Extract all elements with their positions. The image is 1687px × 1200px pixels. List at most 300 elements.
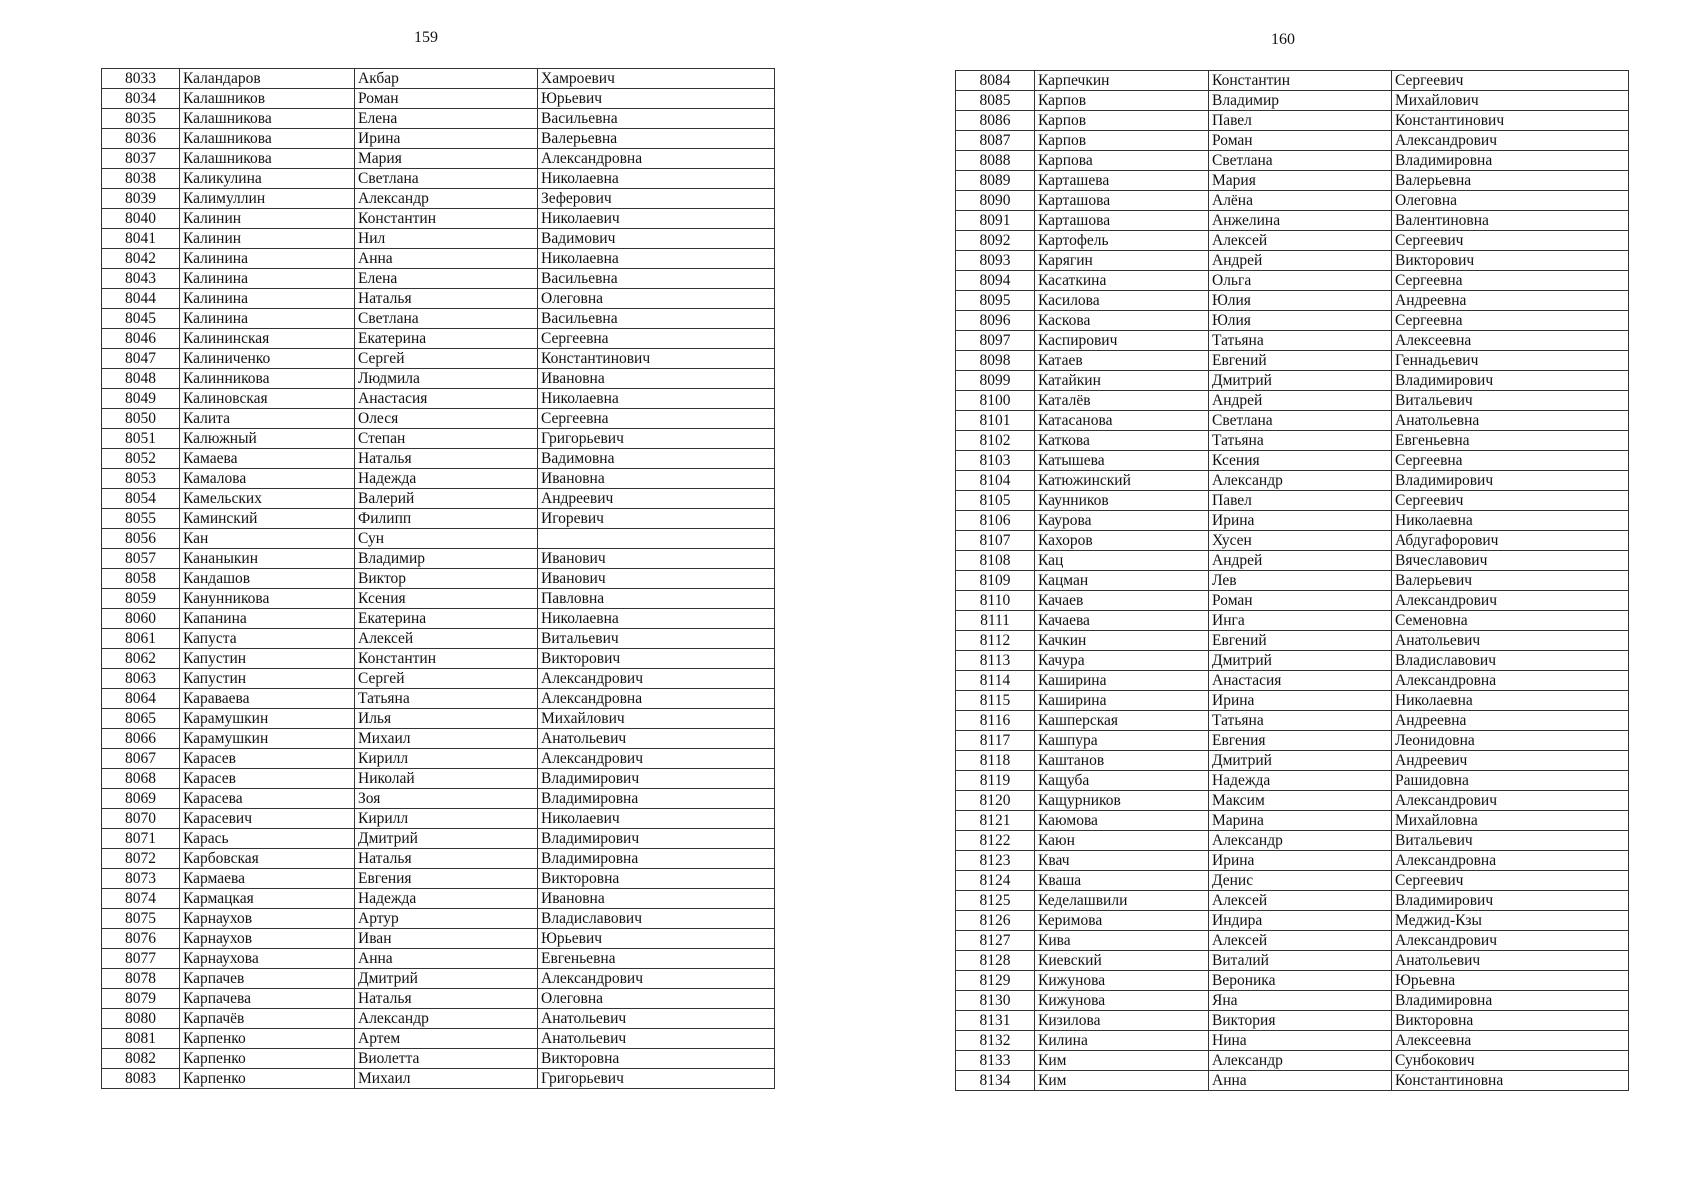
last-name-cell: Камаева [180, 449, 355, 469]
patronymic-cell: Анатольевна [1392, 411, 1629, 431]
patronymic-cell: Сергеевич [1392, 71, 1629, 91]
record-number-cell: 8112 [956, 631, 1035, 651]
table-row [102, 769, 775, 789]
patronymic-cell: Валерьевна [1392, 171, 1629, 191]
record-number-cell: 8079 [102, 989, 180, 1009]
last-name-cell: Кармаева [180, 869, 355, 889]
table-row [956, 251, 1629, 271]
record-number-cell: 8097 [956, 331, 1035, 351]
first-name-cell: Андрей [1209, 551, 1392, 571]
last-name-cell: Каюмова [1035, 811, 1209, 831]
first-name-cell: Роман [1209, 591, 1392, 611]
patronymic-cell: Александрович [1392, 931, 1629, 951]
last-name-cell: Кахоров [1035, 531, 1209, 551]
table-row [102, 169, 775, 189]
last-name-cell: Карпачёв [180, 1009, 355, 1029]
last-name-cell: Карпечкин [1035, 71, 1209, 91]
last-name-cell: Капустин [180, 669, 355, 689]
table-row [102, 869, 775, 889]
record-number-cell: 8062 [102, 649, 180, 669]
patronymic-cell: Ивановна [538, 369, 775, 389]
first-name-cell: Надежда [355, 469, 538, 489]
patronymic-cell: Владимировна [538, 789, 775, 809]
first-name-cell: Наталья [355, 289, 538, 309]
record-number-cell: 8040 [102, 209, 180, 229]
first-name-cell: Сун [355, 529, 538, 549]
patronymic-cell: Александрович [538, 969, 775, 989]
patronymic-cell: Павловна [538, 589, 775, 609]
last-name-cell: Карасевич [180, 809, 355, 829]
last-name-cell: Кац [1035, 551, 1209, 571]
table-row [956, 371, 1629, 391]
patronymic-cell: Андреевна [1392, 291, 1629, 311]
last-name-cell: Карнаухов [180, 929, 355, 949]
first-name-cell: Нил [355, 229, 538, 249]
first-name-cell: Александр [1209, 1051, 1392, 1071]
record-number-cell: 8116 [956, 711, 1035, 731]
patronymic-cell: Андреевна [1392, 711, 1629, 731]
first-name-cell: Светлана [355, 169, 538, 189]
patronymic-cell: Михайлович [538, 709, 775, 729]
last-name-cell: Кан [180, 529, 355, 549]
patronymic-cell: Сергеевич [1392, 491, 1629, 511]
first-name-cell: Михаил [355, 1069, 538, 1089]
first-name-cell: Роман [1209, 131, 1392, 151]
patronymic-cell: Валентиновна [1392, 211, 1629, 231]
table-row [102, 269, 775, 289]
table-row [102, 229, 775, 249]
record-number-cell: 8119 [956, 771, 1035, 791]
table-row [102, 809, 775, 829]
last-name-cell: Килина [1035, 1031, 1209, 1051]
patronymic-cell: Олеговна [1392, 191, 1629, 211]
record-number-cell: 8110 [956, 591, 1035, 611]
table-row [102, 589, 775, 609]
table-row [956, 71, 1629, 91]
first-name-cell: Александр [1209, 831, 1392, 851]
record-number-cell: 8057 [102, 549, 180, 569]
patronymic-cell: Николаевна [538, 169, 775, 189]
table-row [102, 649, 775, 669]
table-row [956, 171, 1629, 191]
table-row [102, 329, 775, 349]
table-row [956, 431, 1629, 451]
first-name-cell: Индира [1209, 911, 1392, 931]
last-name-cell: Канунникова [180, 589, 355, 609]
patronymic-cell: Андреевич [1392, 751, 1629, 771]
patronymic-cell: Александровна [1392, 671, 1629, 691]
patronymic-cell: Вадимович [538, 229, 775, 249]
last-name-cell: Кижунова [1035, 971, 1209, 991]
table-row [956, 451, 1629, 471]
record-number-cell: 8117 [956, 731, 1035, 751]
table-row [102, 1049, 775, 1069]
record-number-cell: 8088 [956, 151, 1035, 171]
first-name-cell: Владимир [1209, 91, 1392, 111]
patronymic-cell: Александрович [538, 749, 775, 769]
last-name-cell: Каштанов [1035, 751, 1209, 771]
table-row [956, 991, 1629, 1011]
first-name-cell: Татьяна [355, 689, 538, 709]
record-number-cell: 8092 [956, 231, 1035, 251]
record-number-cell: 8103 [956, 451, 1035, 471]
patronymic-cell [538, 529, 775, 549]
last-name-cell: Карпов [1035, 111, 1209, 131]
patronymic-cell: Викторовна [538, 869, 775, 889]
first-name-cell: Татьяна [1209, 431, 1392, 451]
patronymic-cell: Васильевна [538, 109, 775, 129]
record-number-cell: 8033 [102, 69, 180, 89]
record-number-cell: 8074 [102, 889, 180, 909]
record-number-cell: 8051 [102, 429, 180, 449]
record-number-cell: 8114 [956, 671, 1035, 691]
last-name-cell: Каширина [1035, 671, 1209, 691]
patronymic-cell: Владимирович [538, 769, 775, 789]
first-name-cell: Наталья [355, 989, 538, 1009]
table-row [956, 831, 1629, 851]
table-row [956, 591, 1629, 611]
last-name-cell: Карташева [1035, 171, 1209, 191]
last-name-cell: Качура [1035, 651, 1209, 671]
table-row [102, 789, 775, 809]
last-name-cell: Карпенко [180, 1069, 355, 1089]
table-row [102, 449, 775, 469]
table-row [102, 889, 775, 909]
record-number-cell: 8085 [956, 91, 1035, 111]
first-name-cell: Анастасия [1209, 671, 1392, 691]
first-name-cell: Степан [355, 429, 538, 449]
patronymic-cell: Александровна [538, 149, 775, 169]
record-number-cell: 8134 [956, 1071, 1035, 1091]
record-number-cell: 8053 [102, 469, 180, 489]
first-name-cell: Анна [1209, 1071, 1392, 1091]
last-name-cell: Кижунова [1035, 991, 1209, 1011]
first-name-cell: Олеся [355, 409, 538, 429]
table-row [102, 689, 775, 709]
table-row [956, 1071, 1629, 1091]
patronymic-cell: Алексеевна [1392, 1031, 1629, 1051]
last-name-cell: Кива [1035, 931, 1209, 951]
record-number-cell: 8128 [956, 951, 1035, 971]
first-name-cell: Анжелина [1209, 211, 1392, 231]
table-row [102, 249, 775, 269]
first-name-cell: Алексей [1209, 231, 1392, 251]
record-number-cell: 8035 [102, 109, 180, 129]
last-name-cell: Калашников [180, 89, 355, 109]
first-name-cell: Мария [355, 149, 538, 169]
table-row [102, 749, 775, 769]
patronymic-cell: Владимировна [1392, 991, 1629, 1011]
table-row [102, 669, 775, 689]
record-number-cell: 8131 [956, 1011, 1035, 1031]
table-row [956, 511, 1629, 531]
first-name-cell: Анна [355, 949, 538, 969]
table-row [956, 531, 1629, 551]
last-name-cell: Киевский [1035, 951, 1209, 971]
patronymic-cell: Александровна [1392, 851, 1629, 871]
record-number-cell: 8127 [956, 931, 1035, 951]
last-name-cell: Кашперская [1035, 711, 1209, 731]
last-name-cell: Керимова [1035, 911, 1209, 931]
last-name-cell: Катаев [1035, 351, 1209, 371]
record-number-cell: 8067 [102, 749, 180, 769]
last-name-cell: Карпенко [180, 1049, 355, 1069]
patronymic-cell: Вячеславович [1392, 551, 1629, 571]
first-name-cell: Надежда [355, 889, 538, 909]
record-number-cell: 8034 [102, 89, 180, 109]
table-row [102, 1069, 775, 1089]
record-number-cell: 8072 [102, 849, 180, 869]
last-name-cell: Капанина [180, 609, 355, 629]
table-row [102, 109, 775, 129]
last-name-cell: Каминский [180, 509, 355, 529]
table-row [956, 551, 1629, 571]
record-number-cell: 8087 [956, 131, 1035, 151]
table-row [956, 731, 1629, 751]
first-name-cell: Хусен [1209, 531, 1392, 551]
table-row [956, 411, 1629, 431]
last-name-cell: Калинина [180, 249, 355, 269]
table-row [956, 471, 1629, 491]
record-number-cell: 8043 [102, 269, 180, 289]
table-row [102, 929, 775, 949]
patronymic-cell: Владимировна [1392, 151, 1629, 171]
record-number-cell: 8107 [956, 531, 1035, 551]
first-name-cell: Акбар [355, 69, 538, 89]
first-name-cell: Зоя [355, 789, 538, 809]
patronymic-cell: Семеновна [1392, 611, 1629, 631]
table-row [956, 911, 1629, 931]
table-row [102, 389, 775, 409]
last-name-cell: Калинина [180, 269, 355, 289]
first-name-cell: Павел [1209, 111, 1392, 131]
first-name-cell: Дмитрий [1209, 651, 1392, 671]
last-name-cell: Катайкин [1035, 371, 1209, 391]
record-number-cell: 8044 [102, 289, 180, 309]
record-number-cell: 8089 [956, 171, 1035, 191]
table-row [956, 91, 1629, 111]
last-name-cell: Карпов [1035, 131, 1209, 151]
last-name-cell: Каюн [1035, 831, 1209, 851]
record-number-cell: 8086 [956, 111, 1035, 131]
first-name-cell: Евгений [1209, 631, 1392, 651]
last-name-cell: Калининская [180, 329, 355, 349]
last-name-cell: Карпов [1035, 91, 1209, 111]
table-row [956, 971, 1629, 991]
first-name-cell: Денис [1209, 871, 1392, 891]
last-name-cell: Калинин [180, 229, 355, 249]
first-name-cell: Ирина [355, 129, 538, 149]
record-number-cell: 8050 [102, 409, 180, 429]
table-row [956, 651, 1629, 671]
first-name-cell: Николай [355, 769, 538, 789]
roster-table [955, 70, 1629, 1091]
patronymic-cell: Сергеевич [1392, 871, 1629, 891]
last-name-cell: Калиновская [180, 389, 355, 409]
table-row [102, 569, 775, 589]
record-number-cell: 8083 [102, 1069, 180, 1089]
table-row [956, 691, 1629, 711]
last-name-cell: Калиниченко [180, 349, 355, 369]
record-number-cell: 8122 [956, 831, 1035, 851]
table-row [102, 529, 775, 549]
record-number-cell: 8093 [956, 251, 1035, 271]
table-row [102, 609, 775, 629]
record-number-cell: 8123 [956, 851, 1035, 871]
last-name-cell: Карасева [180, 789, 355, 809]
table-row [956, 391, 1629, 411]
table-row [102, 829, 775, 849]
last-name-cell: Каурова [1035, 511, 1209, 531]
patronymic-cell: Иванович [538, 549, 775, 569]
record-number-cell: 8091 [956, 211, 1035, 231]
first-name-cell: Александр [355, 189, 538, 209]
table-row [102, 369, 775, 389]
patronymic-cell: Григорьевич [538, 1069, 775, 1089]
table-row [102, 949, 775, 969]
record-number-cell: 8115 [956, 691, 1035, 711]
last-name-cell: Кваша [1035, 871, 1209, 891]
record-number-cell: 8037 [102, 149, 180, 169]
table-row [102, 509, 775, 529]
first-name-cell: Нина [1209, 1031, 1392, 1051]
first-name-cell: Людмила [355, 369, 538, 389]
table-row [956, 151, 1629, 171]
first-name-cell: Марина [1209, 811, 1392, 831]
patronymic-cell: Абдугафорович [1392, 531, 1629, 551]
record-number-cell: 8059 [102, 589, 180, 609]
first-name-cell: Яна [1209, 991, 1392, 1011]
first-name-cell: Артур [355, 909, 538, 929]
first-name-cell: Лев [1209, 571, 1392, 591]
first-name-cell: Владимир [355, 549, 538, 569]
last-name-cell: Каткова [1035, 431, 1209, 451]
table-row [102, 129, 775, 149]
record-number-cell: 8069 [102, 789, 180, 809]
last-name-cell: Каспирович [1035, 331, 1209, 351]
table-row [956, 711, 1629, 731]
table-row [102, 309, 775, 329]
table-row [102, 969, 775, 989]
last-name-cell: Каталёв [1035, 391, 1209, 411]
first-name-cell: Ирина [1209, 511, 1392, 531]
first-name-cell: Светлана [1209, 151, 1392, 171]
last-name-cell: Карась [180, 829, 355, 849]
record-number-cell: 8042 [102, 249, 180, 269]
record-number-cell: 8061 [102, 629, 180, 649]
first-name-cell: Анна [355, 249, 538, 269]
first-name-cell: Дмитрий [355, 829, 538, 849]
first-name-cell: Иван [355, 929, 538, 949]
table-row [956, 631, 1629, 651]
first-name-cell: Алёна [1209, 191, 1392, 211]
last-name-cell: Кашпура [1035, 731, 1209, 751]
record-number-cell: 8052 [102, 449, 180, 469]
last-name-cell: Карбовская [180, 849, 355, 869]
record-number-cell: 8102 [956, 431, 1035, 451]
first-name-cell: Надежда [1209, 771, 1392, 791]
table-row [956, 311, 1629, 331]
first-name-cell: Светлана [355, 309, 538, 329]
patronymic-cell: Владиславович [1392, 651, 1629, 671]
first-name-cell: Юлия [1209, 311, 1392, 331]
table-row [102, 489, 775, 509]
table-row [102, 349, 775, 369]
table-row [102, 909, 775, 929]
last-name-cell: Картофель [1035, 231, 1209, 251]
patronymic-cell: Владимирович [1392, 891, 1629, 911]
table-row [102, 709, 775, 729]
patronymic-cell: Меджид-Кзы [1392, 911, 1629, 931]
first-name-cell: Ксения [1209, 451, 1392, 471]
patronymic-cell: Александрович [1392, 131, 1629, 151]
first-name-cell: Алексей [1209, 891, 1392, 911]
record-number-cell: 8125 [956, 891, 1035, 911]
first-name-cell: Ирина [1209, 851, 1392, 871]
patronymic-cell: Константинович [538, 349, 775, 369]
record-number-cell: 8094 [956, 271, 1035, 291]
patronymic-cell: Ивановна [538, 889, 775, 909]
patronymic-cell: Сергеевна [538, 329, 775, 349]
record-number-cell: 8077 [102, 949, 180, 969]
last-name-cell: Карамушкин [180, 709, 355, 729]
record-number-cell: 8090 [956, 191, 1035, 211]
first-name-cell: Михаил [355, 729, 538, 749]
table-row [956, 111, 1629, 131]
first-name-cell: Алексей [355, 629, 538, 649]
patronymic-cell: Валерьевич [1392, 571, 1629, 591]
table-row [102, 89, 775, 109]
last-name-cell: Кандашов [180, 569, 355, 589]
patronymic-cell: Александровна [538, 689, 775, 709]
last-name-cell: Карягин [1035, 251, 1209, 271]
record-number-cell: 8056 [102, 529, 180, 549]
patronymic-cell: Васильевна [538, 269, 775, 289]
last-name-cell: Кацман [1035, 571, 1209, 591]
record-number-cell: 8104 [956, 471, 1035, 491]
first-name-cell: Мария [1209, 171, 1392, 191]
table-row [102, 469, 775, 489]
record-number-cell: 8100 [956, 391, 1035, 411]
first-name-cell: Наталья [355, 449, 538, 469]
patronymic-cell: Евгеньевна [538, 949, 775, 969]
last-name-cell: Каскова [1035, 311, 1209, 331]
record-number-cell: 8099 [956, 371, 1035, 391]
last-name-cell: Калюжный [180, 429, 355, 449]
patronymic-cell: Владимирович [1392, 471, 1629, 491]
table-row [956, 231, 1629, 251]
table-row [102, 209, 775, 229]
patronymic-cell: Анатольевич [538, 729, 775, 749]
patronymic-cell: Викторович [1392, 251, 1629, 271]
table-row [956, 1031, 1629, 1051]
first-name-cell: Павел [1209, 491, 1392, 511]
last-name-cell: Ким [1035, 1071, 1209, 1091]
record-number-cell: 8039 [102, 189, 180, 209]
patronymic-cell: Юрьевич [538, 89, 775, 109]
record-number-cell: 8113 [956, 651, 1035, 671]
last-name-cell: Каширина [1035, 691, 1209, 711]
last-name-cell: Калита [180, 409, 355, 429]
patronymic-cell: Владимировна [538, 849, 775, 869]
first-name-cell: Анастасия [355, 389, 538, 409]
patronymic-cell: Олеговна [538, 989, 775, 1009]
table-row [956, 331, 1629, 351]
first-name-cell: Александр [1209, 471, 1392, 491]
last-name-cell: Калинина [180, 309, 355, 329]
record-number-cell: 8098 [956, 351, 1035, 371]
last-name-cell: Капустин [180, 649, 355, 669]
